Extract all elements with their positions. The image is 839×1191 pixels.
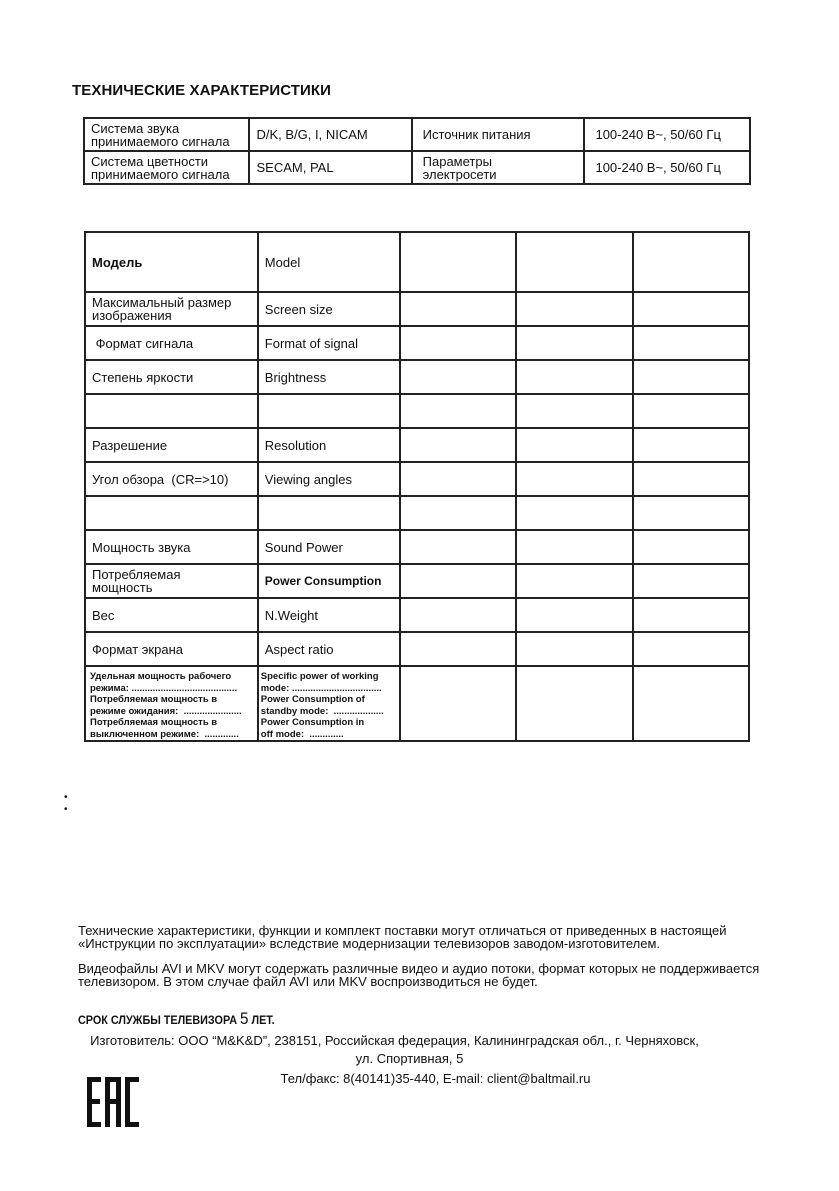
table-cell	[516, 598, 633, 632]
table-cell: 100-240 В~, 50/60 Гц	[584, 151, 750, 184]
table-cell	[633, 564, 749, 598]
table-cell	[85, 496, 258, 530]
table-row	[85, 394, 749, 428]
signal-spec-table	[83, 117, 751, 185]
table-cell	[633, 232, 749, 292]
table-cell: N.Weight	[258, 598, 400, 632]
table-cell: Разрешение	[85, 428, 258, 462]
service-life-years: 5	[240, 1009, 249, 1028]
table-cell	[633, 632, 749, 666]
table-row	[84, 118, 750, 151]
table-row	[85, 496, 749, 530]
video-format-note: Видеофайлы AVI и MKV могут содержать различные видео и аудио потоки, формат которых не поддерживается телевизором. В этом случае файл AVI или MKV воспроизводиться не будет.	[78, 961, 760, 989]
table-cell	[516, 666, 633, 741]
table-cell: Потребляемая мощность	[85, 564, 258, 598]
table-cell	[516, 530, 633, 564]
manufacturer-address: ул. Спортивная, 5	[355, 1051, 464, 1066]
table-cell	[633, 666, 749, 741]
table-row	[85, 598, 749, 632]
table-row	[85, 292, 749, 326]
service-life	[78, 1009, 275, 1029]
manufacturer-line: Изготовитель: ООО “M&K&D”, 238151, Российская федерация, Калининградская обл., г. Черняховск,	[90, 1033, 699, 1048]
table-cell	[516, 428, 633, 462]
table-cell: Степень яркости	[85, 360, 258, 394]
table-cell: Модель	[85, 232, 258, 292]
table-cell: Viewing angles	[258, 462, 400, 496]
table-cell	[633, 326, 749, 360]
table-cell	[516, 232, 633, 292]
table-cell	[400, 598, 517, 632]
table-row	[85, 232, 749, 292]
service-life-suffix: ЛЕТ.	[248, 1013, 275, 1027]
table-row	[84, 151, 750, 184]
table-cell	[633, 428, 749, 462]
table-cell	[633, 292, 749, 326]
model-spec-table	[84, 231, 750, 742]
table-cell	[400, 232, 517, 292]
table-cell: Система звука принимаемого сигнала	[84, 118, 249, 151]
table-cell: Power Consumption	[258, 564, 400, 598]
page-title: ТЕХНИЧЕСКИЕ ХАРАКТЕРИСТИКИ	[72, 82, 332, 99]
table-cell	[516, 496, 633, 530]
table-cell: SECAM, PAL	[249, 151, 411, 184]
table-cell	[633, 598, 749, 632]
table-cell: 100-240 В~, 50/60 Гц	[584, 118, 750, 151]
table-cell	[516, 564, 633, 598]
table-cell: Параметры электросети	[412, 151, 585, 184]
table-cell	[400, 360, 517, 394]
table-row	[85, 326, 749, 360]
table-cell	[400, 462, 517, 496]
table-cell: Максимальный размер изображения	[85, 292, 258, 326]
table-cell	[633, 530, 749, 564]
table-row	[85, 666, 749, 741]
table-cell: Мощность звука	[85, 530, 258, 564]
table-cell: Система цветности принимаемого сигнала	[84, 151, 249, 184]
table-cell	[633, 496, 749, 530]
table-cell: D/K, B/G, I, NICAM	[249, 118, 411, 151]
table-cell: Screen size	[258, 292, 400, 326]
table-cell	[258, 394, 400, 428]
table-cell	[516, 326, 633, 360]
table-cell	[633, 360, 749, 394]
disclaimer-note: Технические характеристики, функции и комплект поставки могут отличаться от приведенных в настоящей «Инструкции по эксплуатации» вследствие модернизации телевизоров заводом-изготовителем.	[78, 923, 727, 951]
table-cell	[85, 394, 258, 428]
table-cell: Формат экрана	[85, 632, 258, 666]
table-cell	[400, 666, 517, 741]
table-cell	[400, 428, 517, 462]
service-life-prefix: СРОК СЛУЖБЫ ТЕЛЕВИЗОРА	[78, 1013, 240, 1027]
manufacturer-contacts: Тел/факс: 8(40141)35-440, E-mail: client@baltmail.ru	[280, 1071, 591, 1086]
table-cell	[633, 462, 749, 496]
table-row	[85, 530, 749, 564]
table-cell	[400, 394, 517, 428]
table-row	[85, 564, 749, 598]
table-cell: Источник питания	[412, 118, 585, 151]
table-cell: Brightness	[258, 360, 400, 394]
table-cell: Формат сигнала	[85, 326, 258, 360]
bullet-list: • •	[64, 792, 68, 815]
table-cell: Aspect ratio	[258, 632, 400, 666]
table-cell	[516, 632, 633, 666]
table-cell	[516, 394, 633, 428]
table-cell	[400, 292, 517, 326]
table-cell	[400, 632, 517, 666]
table-row	[85, 360, 749, 394]
table-cell	[400, 530, 517, 564]
table-cell	[258, 496, 400, 530]
table-cell: Format of signal	[258, 326, 400, 360]
table-cell: Resolution	[258, 428, 400, 462]
table-cell	[400, 496, 517, 530]
table-row	[85, 632, 749, 666]
table-cell	[516, 462, 633, 496]
table-row	[85, 462, 749, 496]
table-cell: Угол обзора (CR=>10)	[85, 462, 258, 496]
table-cell: Удельная мощность рабочего режима: ........................................ Потребляемая мощность в режиме ожидания: ...................... Потребляемая мощность в выключенном режиме: .............	[85, 666, 258, 741]
eac-mark-icon	[86, 1077, 140, 1127]
table-cell: Specific power of working mode: .................................. Power Consumption of standby mode: ................... Power Consumption in off mode: .............	[258, 666, 400, 741]
table-cell: Вес	[85, 598, 258, 632]
table-cell	[516, 292, 633, 326]
table-cell	[633, 394, 749, 428]
table-cell	[516, 360, 633, 394]
table-cell	[400, 326, 517, 360]
table-cell	[400, 564, 517, 598]
table-row	[85, 428, 749, 462]
table-cell: Sound Power	[258, 530, 400, 564]
table-cell: Model	[258, 232, 400, 292]
